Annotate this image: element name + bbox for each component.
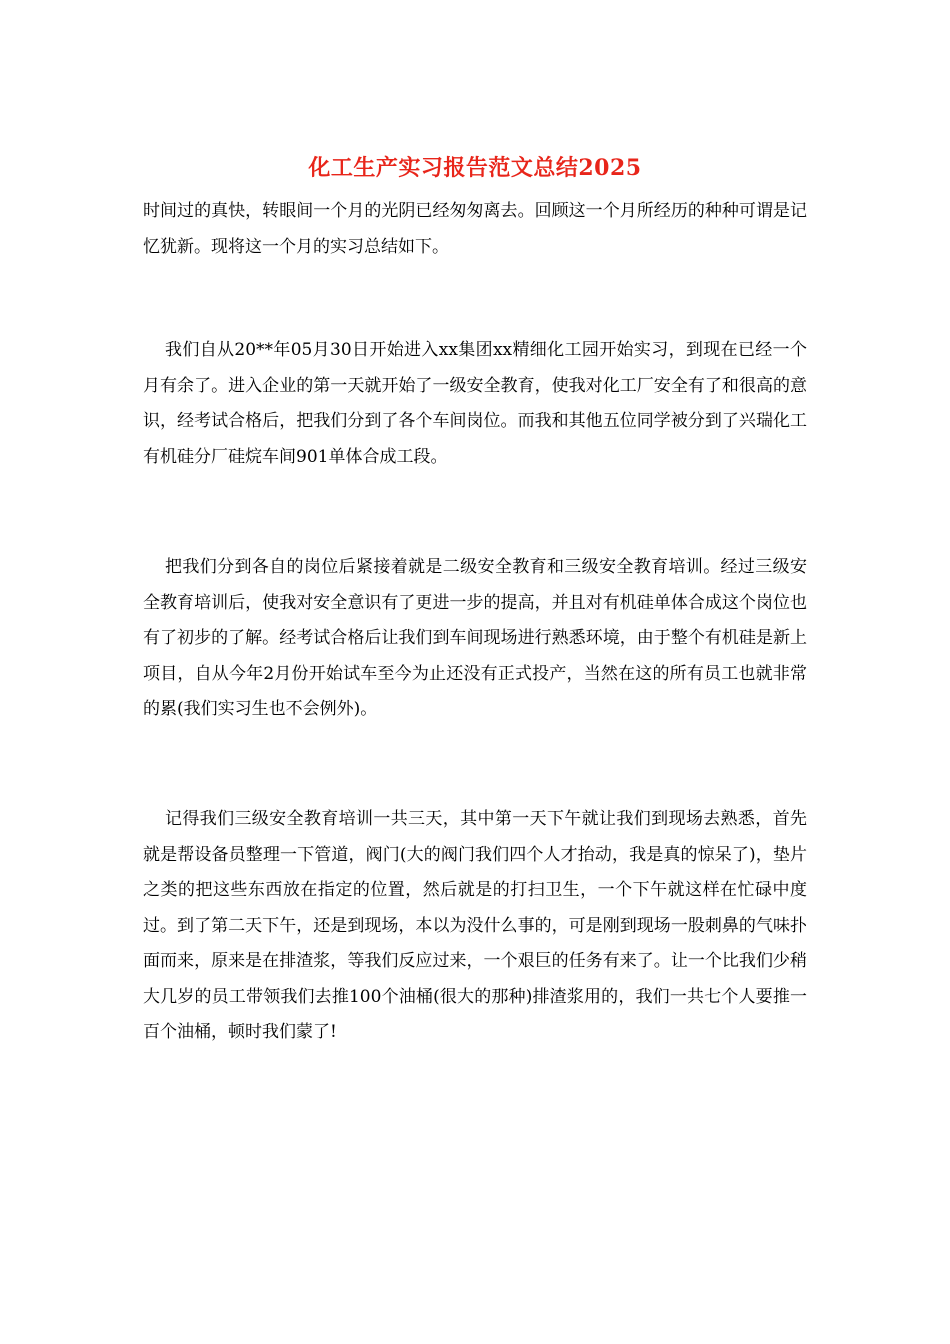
paragraph-safety-training: 把我们分到各自的岗位后紧接着就是二级安全教育和三级安全教育培训。经过三级安全教育培训后，使我对安全意识有了更进一步的提高，并且对有机硅单体合成这个岗位也有了初步的了解。经考试合格后让我们到车间现场进行熟悉环境，由于整个有机硅是新上项目，自从今年2月份开始试车至今为止还没有正式投产，当然在这的所有员工也就非常的累(我们实习生也不会例外)。 xyxy=(143,557,807,719)
paragraph-intro: 时间过的真快，转眼间一个月的光阴已经匆匆离去。回顾这一个月所经历的种种可谓是记忆犹新。现将这一个月的实习总结如下。 xyxy=(143,201,807,257)
document-title: 化工生产实习报告范文总结2025 xyxy=(308,155,642,181)
paragraph-onsite-work: 记得我们三级安全教育培训一共三天，其中第一天下午就让我们到现场去熟悉，首先就是帮设备员整理一下管道，阀门(大的阀门我们四个人才抬动，我是真的惊呆了)，垫片之类的把这些东西放在指定的位置，然后就是的打扫卫生，一个下午就这样在忙碌中度过。到了第二天下午，还是到现场，本以为没什么事的，可是刚到现场一股刺鼻的气味扑面而来，原来是在排渣浆，等我们反应过来，一个艰巨的任务有来了。让一个比我们少稍大几岁的员工带领我们去推100个油桶(很大的那种)排渣浆用的，我们一共七个人要推一百个油桶，顿时我们蒙了! xyxy=(143,809,807,1042)
paragraph-arrival: 我们自从20**年05月30日开始进入xx集团xx精细化工园开始实习，到现在已经一个月有余了。进入企业的第一天就开始了一级安全教育，使我对化工厂安全有了和很高的意识，经考试合格后，把我们分到了各个车间岗位。而我和其他五位同学被分到了兴瑞化工有机硅分厂硅烷车间901单体合成工段。 xyxy=(143,340,807,467)
